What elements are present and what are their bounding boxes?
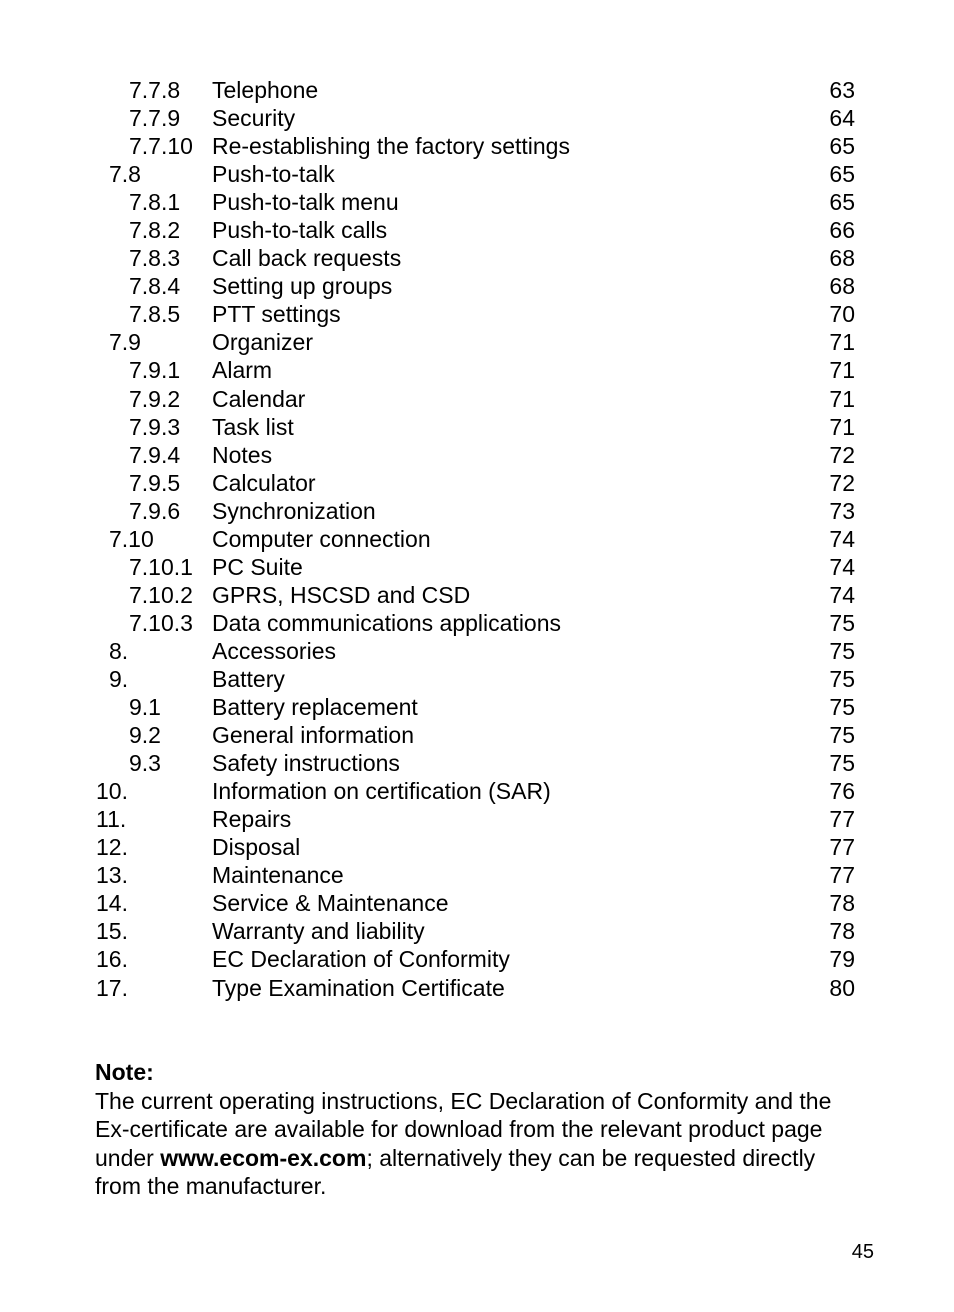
toc-entry-number: 7.8.5 xyxy=(129,301,181,328)
toc-entry-title: Push-to-talk menu xyxy=(212,189,399,216)
toc-entry-page: 68 xyxy=(829,245,855,272)
toc-entry-title: Re-establishing the factory settings xyxy=(212,133,570,160)
toc-entry xyxy=(0,749,954,777)
toc-entry-title: Organizer xyxy=(212,329,313,356)
toc-entry-number: 7.10.1 xyxy=(129,553,193,580)
toc-entry-page: 76 xyxy=(829,778,855,805)
toc-entry-number: 7.10.3 xyxy=(129,609,193,636)
toc-entry-title: Call back requests xyxy=(212,245,402,272)
toc-entry-page: 74 xyxy=(829,525,855,552)
toc-entry xyxy=(0,945,954,973)
toc-entry xyxy=(0,216,954,244)
toc-entry-page: 77 xyxy=(829,806,855,833)
toc-entry-number: 7.9.2 xyxy=(129,385,181,412)
toc-entry-number: 7.9.1 xyxy=(129,357,181,384)
toc-entry-title: Computer connection xyxy=(212,525,431,552)
toc-entry xyxy=(0,581,954,609)
toc-entry xyxy=(0,188,954,216)
toc-entry-page: 65 xyxy=(829,161,855,188)
toc-entry-page: 71 xyxy=(829,413,855,440)
toc-entry-title: Battery xyxy=(212,665,285,692)
toc-entry-title: Setting up groups xyxy=(212,273,393,300)
toc-entry-title: Disposal xyxy=(212,834,301,861)
toc-entry-page: 71 xyxy=(829,357,855,384)
toc-entry-page: 63 xyxy=(829,77,855,103)
toc-entry-page: 72 xyxy=(829,469,855,496)
toc-entry-page: 80 xyxy=(829,974,855,1001)
toc-entry-number: 7.9.5 xyxy=(129,469,181,496)
toc-entry-page: 65 xyxy=(829,189,855,216)
toc-entry-title: Task list xyxy=(212,413,294,440)
toc-entry xyxy=(0,777,954,805)
toc-entry-number: 7.7.10 xyxy=(129,133,193,160)
toc-entry-page: 75 xyxy=(829,665,855,692)
toc-entry xyxy=(0,974,954,1002)
toc-entry-number: 12. xyxy=(96,834,128,861)
toc-entry xyxy=(0,441,954,469)
toc-entry-number: 7.8.4 xyxy=(129,273,181,300)
toc-entry-title: Accessories xyxy=(212,637,336,664)
toc-entry-title: Notes xyxy=(212,441,273,468)
toc-entry-number: 7.8.1 xyxy=(129,189,181,216)
toc-entry-page: 64 xyxy=(829,105,855,132)
toc-entry-title: Calculator xyxy=(212,469,316,496)
toc-entry-page: 66 xyxy=(829,217,855,244)
toc-entry-number: 8. xyxy=(109,637,129,664)
page-number: 45 xyxy=(851,1241,874,1263)
toc-entry-number: 7.9.4 xyxy=(129,441,181,468)
toc-entry-page: 72 xyxy=(829,441,855,468)
toc-entry-title: PC Suite xyxy=(212,553,303,580)
toc-entry xyxy=(0,300,954,328)
toc-entry-page: 73 xyxy=(829,497,855,524)
toc-entry-title: Maintenance xyxy=(212,862,344,889)
toc-entry-page: 79 xyxy=(829,946,855,973)
toc-entry-title: EC Declaration of Conformity xyxy=(212,946,510,973)
toc-entry-title: Push-to-talk xyxy=(212,161,335,188)
toc-entry xyxy=(0,413,954,441)
toc-entry-number: 7.9.6 xyxy=(129,497,181,524)
toc-entry-number: 7.8.3 xyxy=(129,245,181,272)
toc-entry-page: 74 xyxy=(829,581,855,608)
toc-entry-title: Battery replacement xyxy=(212,694,418,721)
toc-entry-title: General information xyxy=(212,722,414,749)
toc-entry-title: Push-to-talk calls xyxy=(212,217,388,244)
toc-entry-page: 75 xyxy=(829,694,855,721)
toc-entry-number: 9.1 xyxy=(129,694,161,721)
note-block xyxy=(95,1058,865,1201)
toc-entry-title: GPRS, HSCSD and CSD xyxy=(212,581,471,608)
toc-entry-title: Security xyxy=(212,105,296,132)
toc-entry-number: 16. xyxy=(96,946,128,973)
toc-entry-page: 77 xyxy=(829,862,855,889)
toc-entry-title: Repairs xyxy=(212,806,292,833)
website-link[interactable]: www.ecom-ex.com xyxy=(160,1144,367,1171)
toc-entry xyxy=(0,665,954,693)
toc-entry xyxy=(0,637,954,665)
toc-entry xyxy=(0,385,954,413)
toc-entries xyxy=(0,76,954,1002)
toc-entry-number: 9.2 xyxy=(129,722,161,749)
toc-entry xyxy=(0,917,954,945)
toc-entry xyxy=(0,721,954,749)
toc-entry xyxy=(0,525,954,553)
toc-entry-number: 7.10 xyxy=(109,525,154,552)
note-text-after: ; alternatively they can be requested directly from the manufacturer. xyxy=(95,1144,816,1199)
toc-entry-number: 13. xyxy=(96,862,128,889)
toc-entry-title: Alarm xyxy=(212,357,273,384)
toc-entry-page: 77 xyxy=(829,834,855,861)
toc-entry-number: 10. xyxy=(96,778,128,805)
toc-entry xyxy=(0,833,954,861)
toc-entry-page: 75 xyxy=(829,637,855,664)
toc-entry-title: Warranty and liability xyxy=(212,918,425,945)
toc-entry xyxy=(0,693,954,721)
toc-entry-title: Calendar xyxy=(212,385,306,412)
toc-entry xyxy=(0,244,954,272)
toc-entry xyxy=(0,889,954,917)
note-heading: Note: xyxy=(95,1059,154,1085)
toc-entry-number: 7.8.2 xyxy=(129,217,181,244)
toc-entry xyxy=(0,609,954,637)
toc-entry-number: 17. xyxy=(96,974,128,1001)
toc-entry-number: 15. xyxy=(96,918,128,945)
toc-entry-page: 65 xyxy=(829,133,855,160)
toc-entry xyxy=(0,76,954,104)
note-body xyxy=(95,1087,865,1201)
note-text-before: The current operating instructions, EC Declaration of Conformity and the Ex-certificate are available for download from the relevant product page under xyxy=(95,1087,832,1171)
toc-entry xyxy=(0,861,954,889)
toc-entry-page: 75 xyxy=(829,722,855,749)
toc-entry-number: 9.3 xyxy=(129,750,161,777)
toc-entry xyxy=(0,132,954,160)
toc-entry-page: 78 xyxy=(829,890,855,917)
toc-entry-number: 7.9.3 xyxy=(129,413,181,440)
toc-entry-title: Synchronization xyxy=(212,497,376,524)
toc-entry xyxy=(0,328,954,356)
toc-entry xyxy=(0,497,954,525)
toc-entry-page: 78 xyxy=(829,918,855,945)
toc-entry-title: Data communications applications xyxy=(212,609,562,636)
table-of-contents xyxy=(0,76,954,1002)
toc-entry-number: 11. xyxy=(96,806,127,833)
toc-entry-number: 9. xyxy=(109,665,129,692)
toc-entry-number: 7.9 xyxy=(109,329,141,356)
toc-entry xyxy=(0,553,954,581)
toc-entry-page: 70 xyxy=(829,301,855,328)
toc-entry-title: Service & Maintenance xyxy=(212,890,449,917)
toc-entry-page: 68 xyxy=(829,273,855,300)
toc-entry xyxy=(0,469,954,497)
toc-entry-title: Type Examination Certificate xyxy=(212,974,505,1001)
toc-entry xyxy=(0,160,954,188)
toc-entry-title: Safety instructions xyxy=(212,750,400,777)
toc-entry-number: 7.7.9 xyxy=(129,105,181,132)
toc-entry xyxy=(0,272,954,300)
toc-entry-number: 14. xyxy=(96,890,128,917)
toc-entry-page: 71 xyxy=(829,385,855,412)
toc-entry xyxy=(0,805,954,833)
toc-entry-number: 7.10.2 xyxy=(129,581,193,608)
toc-entry-page: 75 xyxy=(829,609,855,636)
toc-entry-title: PTT settings xyxy=(212,301,341,328)
toc-entry xyxy=(0,356,954,384)
toc-entry xyxy=(0,104,954,132)
toc-entry-page: 75 xyxy=(829,750,855,777)
toc-entry-number: 7.8 xyxy=(109,161,141,188)
toc-entry-page: 74 xyxy=(829,553,855,580)
toc-entry-page: 71 xyxy=(829,329,855,356)
toc-entry-title: Telephone xyxy=(212,77,319,103)
toc-entry-number: 7.7.8 xyxy=(129,77,181,103)
toc-entry-title: Information on certification (SAR) xyxy=(212,778,551,805)
